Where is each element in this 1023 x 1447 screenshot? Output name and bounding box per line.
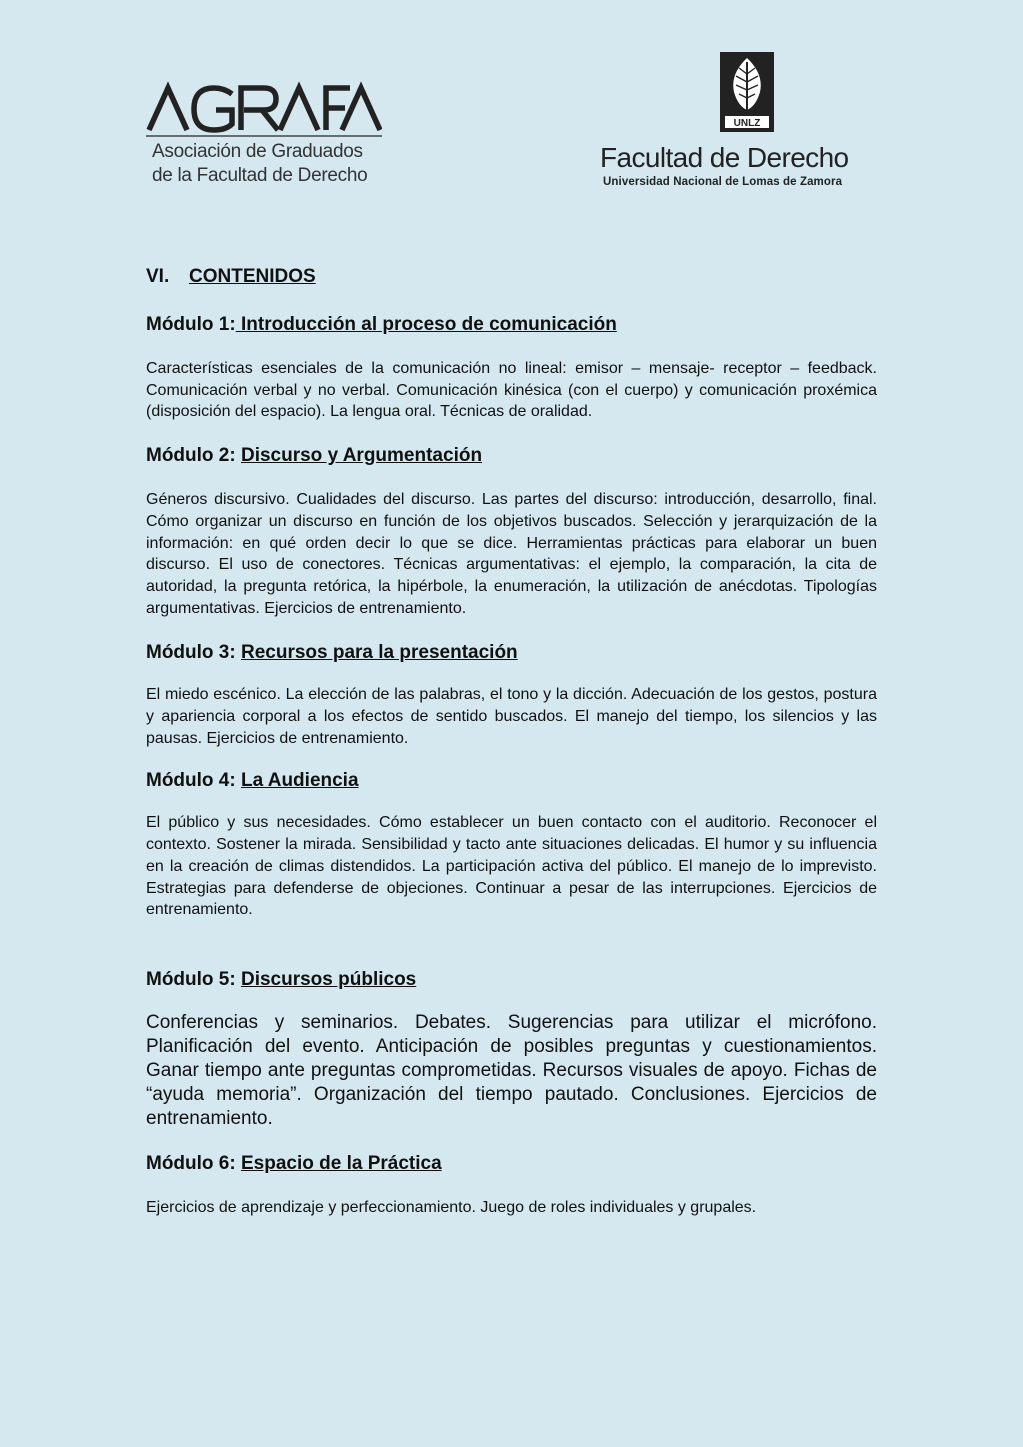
module-1 [146, 312, 877, 423]
module-body: Características esenciales de la comunicación no lineal: emisor – mensaje- receptor – feedback. Comunicación verbal y no verbal. Comunicación kinésica (con el cuerpo) y comunicación proxémica (disposición del espacio). La lengua oral. Técnicas de oralidad. [146, 360, 877, 421]
agrafa-line-1: Asociación de Graduados [152, 141, 363, 162]
module-prefix: Módulo 6: [146, 1152, 236, 1174]
emblem-text: UNLZ [733, 118, 761, 129]
module-title [146, 768, 877, 794]
module-prefix: Módulo 1: [146, 314, 236, 335]
module-prefix: Módulo 2: [146, 445, 236, 467]
section-heading [146, 266, 877, 288]
module-body: El público y sus necesidades. Cómo establecer un buen contacto con el auditorio. Reconocer el contexto. Sostener la mirada. Sensibilidad y tacto ante situaciones delicadas. El humor y su influencia en la creación de climas distendidos. La participación activa del público. El manejo de lo imprevisto. Estrategias para defenderse de objeciones. Continuar a pesar de las interrupciones. Ejercicios de entrenamiento. [146, 814, 877, 919]
module-5 [146, 967, 877, 1131]
agrafa-line-2: de la Facultad de Derecho [152, 165, 368, 186]
agrafa-subtitle [152, 140, 386, 188]
module-name: Discurso y Argumentación [240, 445, 483, 467]
module-prefix: Módulo 3: [146, 642, 236, 664]
agrafa-wordmark [146, 80, 382, 138]
module-title [146, 967, 877, 993]
module-3 [146, 640, 877, 749]
agrafa-logo [146, 80, 386, 188]
module-4 [146, 768, 877, 921]
module-name: Introducción al proceso de comunicación [235, 314, 617, 335]
module-title [146, 443, 877, 469]
faculty-title: Facultad de Derecho [600, 142, 849, 173]
leaf-emblem-icon [720, 52, 774, 132]
module-body: Géneros discursivo. Cualidades del discurso. Las partes del discurso: introducción, desarrollo, final. Cómo organizar un discurso en función de los objetivos buscados. Selección y jerarquización de la información: en qué orden decir lo que se dice. Herramientas prácticas para elaborar un buen discurso. El uso de conectores. Técnicas argumentativas: el ejemplo, la comparación, la cita de autoridad, la pregunta retórica, la hipérbole, la enumeración, la utilización de anécdotas. Tipologías argumentativas. Ejercicios de entrenamiento. [146, 491, 877, 617]
module-title [146, 640, 877, 666]
module-2 [146, 443, 877, 619]
section-title: CONTENIDOS [189, 266, 316, 287]
section-number: VI. [146, 266, 170, 287]
module-prefix: Módulo 4: [146, 770, 236, 792]
module-name: Discursos públicos [240, 968, 417, 990]
module-body: Ejercicios de aprendizaje y perfeccionamiento. Juego de roles individuales y grupales. [146, 1198, 757, 1216]
contents-section [146, 266, 877, 1219]
module-body: Conferencias y seminarios. Debates. Sugerencias para utilizar el micrófono. Planificación del evento. Anticipación de posibles preguntas y cuestionamientos. Ganar tiempo ante preguntas comprometidas. Recursos visuales de apoyo. Fichas de “ayuda memoria”. Organización del tiempo pautado. Conclusiones. Ejercicios de entrenamiento. [146, 1011, 877, 1129]
module-title [146, 312, 877, 338]
module-name: Espacio de la Práctica [240, 1152, 442, 1174]
module-6 [146, 1151, 877, 1219]
module-name: La Audiencia [240, 770, 359, 792]
faculty-subtitle: Universidad Nacional de Lomas de Zamora [603, 176, 843, 188]
module-name: Recursos para la presentación [240, 642, 518, 664]
module-title [146, 1151, 877, 1177]
module-prefix: Módulo 5: [146, 968, 236, 990]
module-body: El miedo escénico. La elección de las palabras, el tono y la dicción. Adecuación de los gestos, postura y apariencia corporal a los efectos de sentido buscados. El manejo del tiempo, los silencios y las pausas. Ejercicios de entrenamiento. [146, 686, 877, 747]
